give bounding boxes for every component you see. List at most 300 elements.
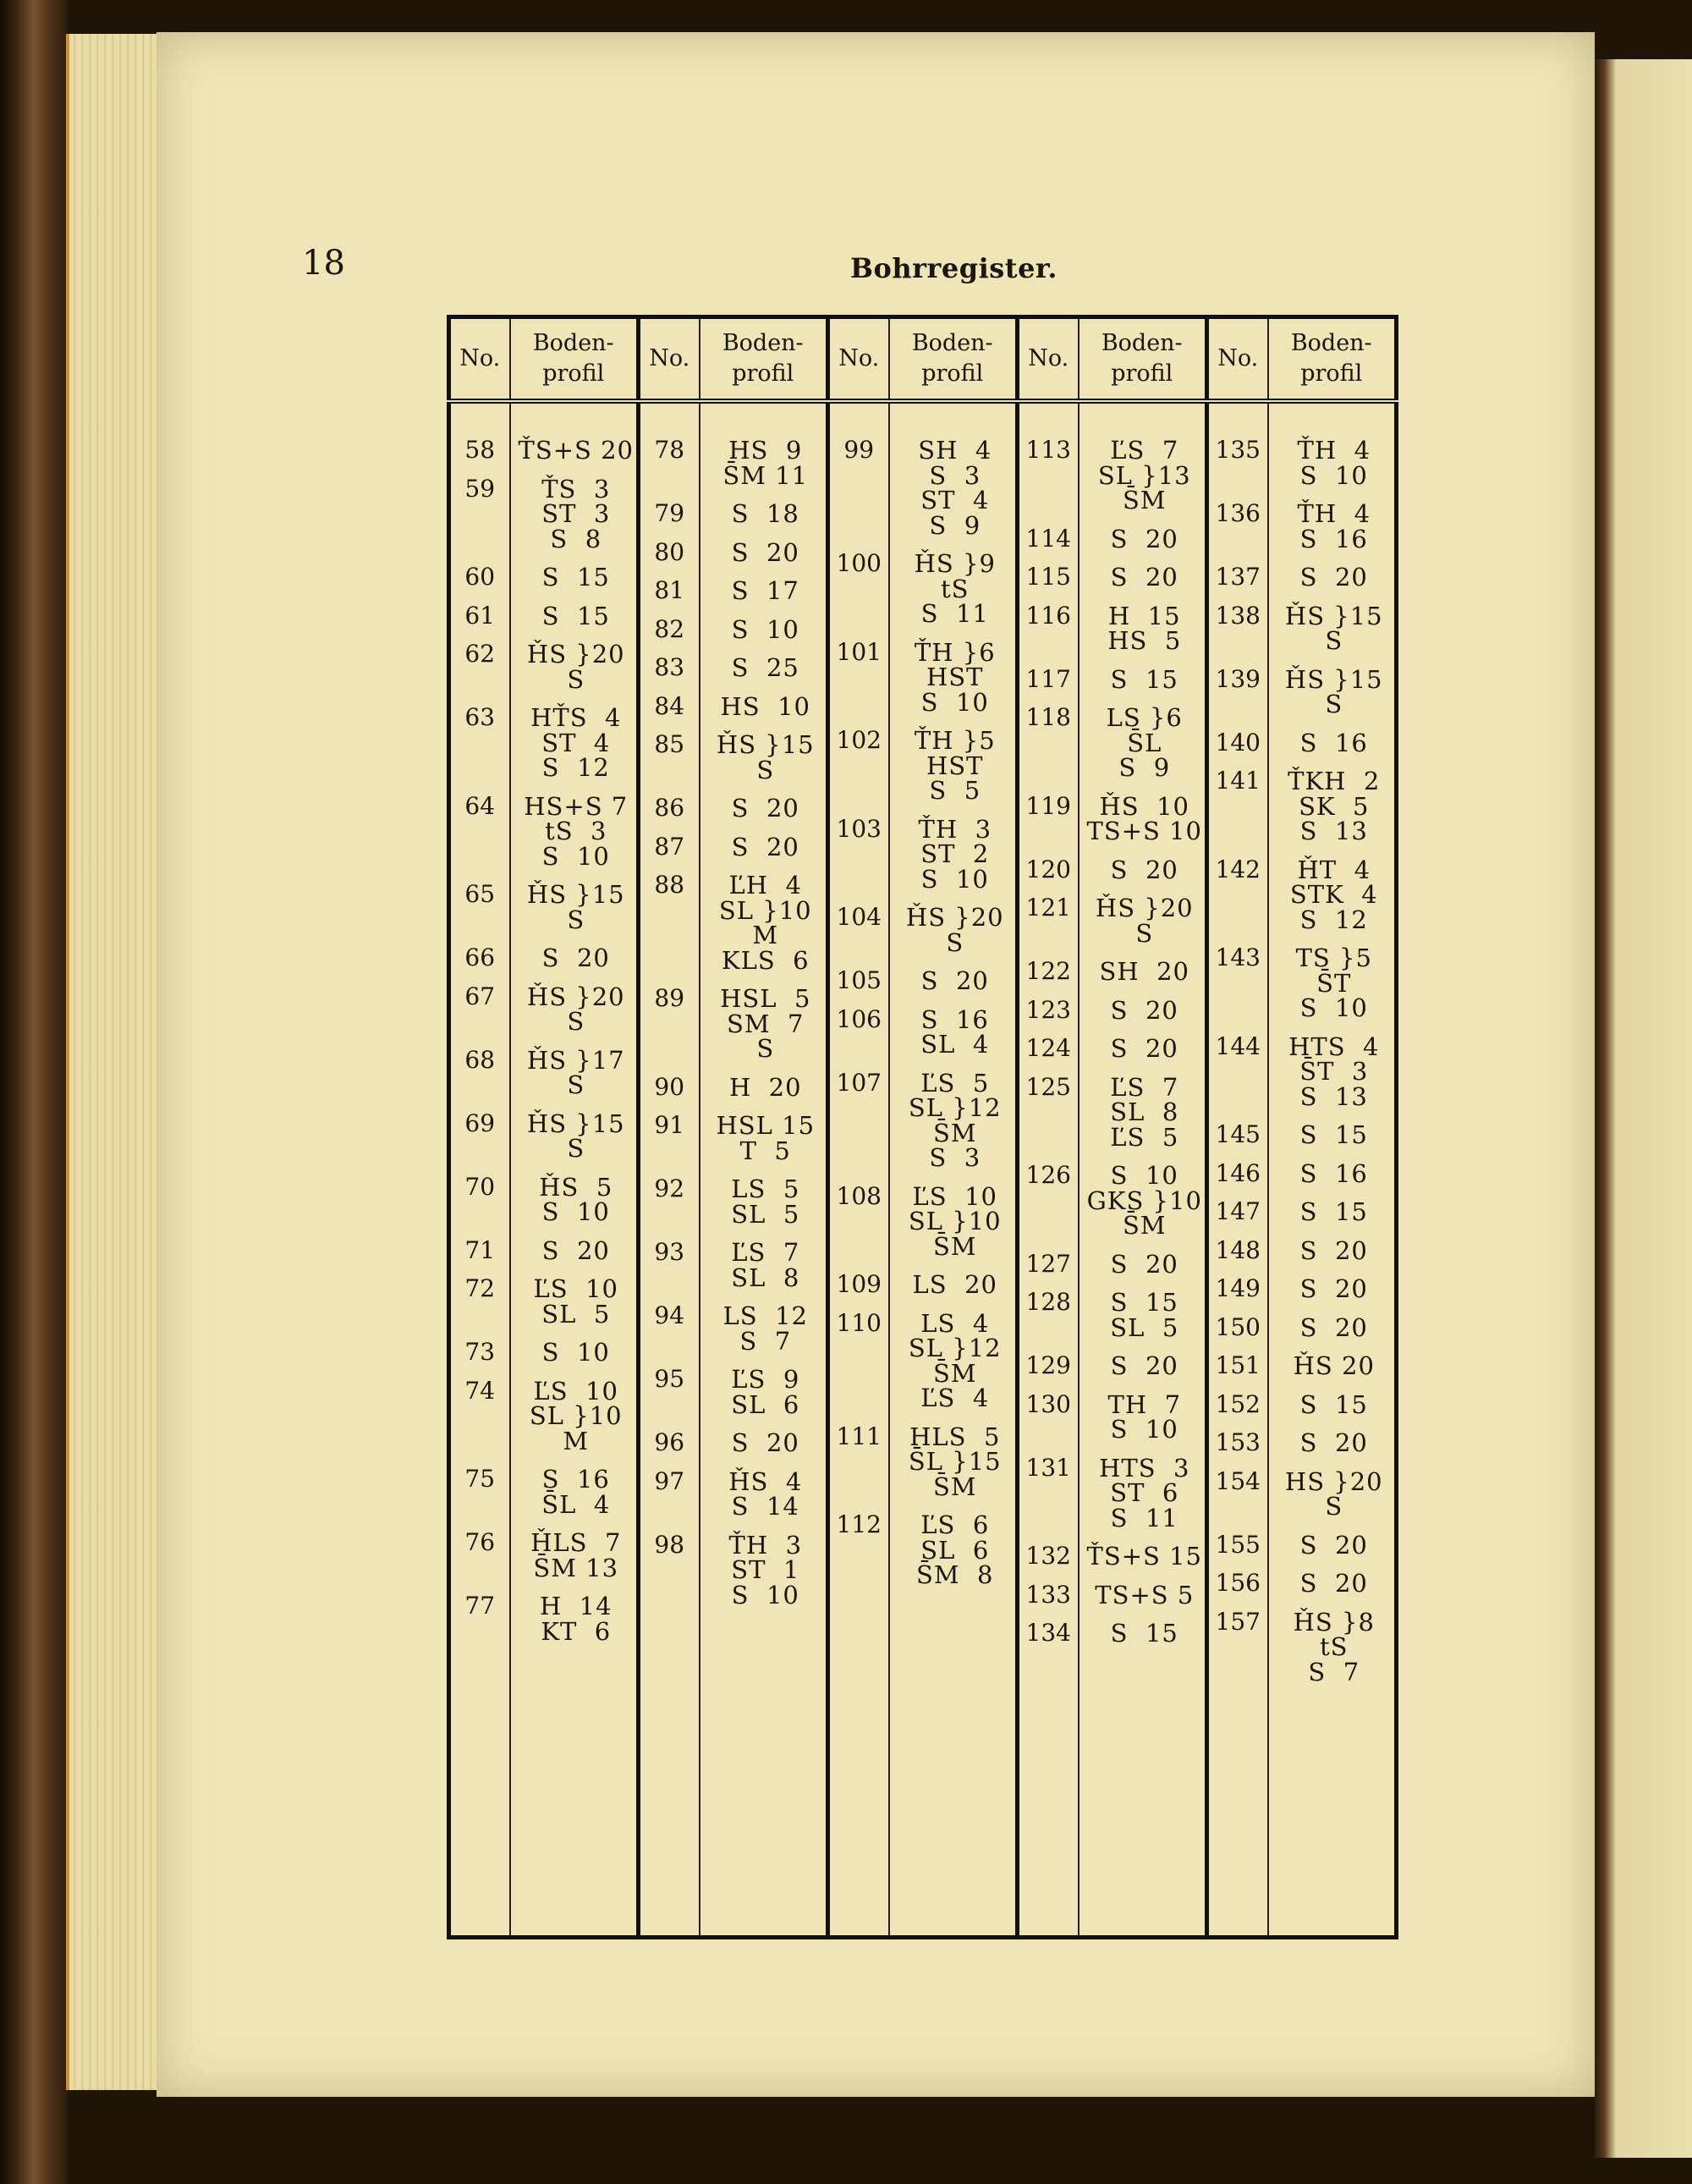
profil-line: tS <box>1320 1632 1349 1661</box>
profil-line: S 14 <box>731 1492 799 1521</box>
entry-number: 85 <box>654 730 685 758</box>
profil-line: HŤS 4 <box>530 703 622 732</box>
profil-line: ĽS 9 <box>731 1365 800 1394</box>
profil-line: ST 3 <box>541 499 611 528</box>
header-no: No. <box>639 317 700 402</box>
profil-line: LS 5 <box>731 1175 800 1203</box>
profil-line: S 20 <box>1110 563 1178 591</box>
entry-number: 76 <box>464 1528 496 1556</box>
entry-number: 132 <box>1025 1542 1071 1570</box>
profil-line: S 10 <box>1299 993 1368 1022</box>
profil-line: TS+S 5 <box>1095 1580 1195 1609</box>
profil-line: S̄T <box>1316 968 1352 998</box>
profil-line: S 10 <box>731 614 799 644</box>
entry-number: 72 <box>464 1274 496 1302</box>
header-profil-text: Boden- profil <box>1290 329 1372 387</box>
entry-number: 94 <box>654 1301 685 1329</box>
profil-line: S̄M <box>932 1231 977 1261</box>
profil-line: S 20 <box>1299 1569 1368 1598</box>
entry-number: 136 <box>1215 499 1261 527</box>
entry-number: 106 <box>836 1004 882 1033</box>
profil-line: SM 7 <box>727 1009 805 1038</box>
profil-line: SL 5 <box>731 1199 800 1229</box>
profil-line: ȞS }8 <box>1293 1607 1375 1637</box>
entry-number: 141 <box>1215 767 1261 795</box>
profil-line: ĽS 10 <box>533 1274 618 1303</box>
body-row <box>449 401 1397 1938</box>
profil-line: S 3 <box>929 460 981 490</box>
next-page-edge <box>1595 59 1692 2158</box>
profil-line: S 17 <box>731 576 799 605</box>
profil-line: ŤH 3 <box>728 1530 803 1560</box>
profil-column-1 <box>510 401 639 1938</box>
profil-line: SL 8 <box>1110 1098 1179 1126</box>
entry-number: 71 <box>464 1235 496 1264</box>
profil-line: SL 6 <box>731 1389 800 1419</box>
profil-line: S 20 <box>541 1235 610 1265</box>
profil-line: S 20 <box>1110 855 1178 884</box>
page-edges <box>66 34 162 2090</box>
entry-number: 99 <box>843 436 875 464</box>
profil-line: LS 20 <box>912 1270 997 1299</box>
entry-number: 131 <box>1025 1453 1071 1482</box>
profil-cell-5 <box>1269 436 1395 1908</box>
entry-number: 143 <box>1215 943 1261 971</box>
profil-line: S <box>1325 626 1343 655</box>
no-column-3 <box>828 401 889 1938</box>
entry-number: 60 <box>464 563 496 591</box>
entry-number: 152 <box>1215 1389 1261 1418</box>
header-profil-text: Boden- profil <box>722 329 804 387</box>
profil-cell-3 <box>890 436 1016 1908</box>
profil-line: ĽS 6 <box>920 1510 990 1539</box>
entry-number: 96 <box>654 1428 685 1456</box>
profil-line: ȞS }20 <box>1095 894 1194 922</box>
entry-number: 151 <box>1215 1351 1261 1379</box>
header-profil-text: Boden- profil <box>911 329 993 387</box>
no-cell-4 <box>1019 436 1078 1908</box>
profil-line: tS <box>941 574 970 603</box>
profil-line: ST 1 <box>731 1555 800 1584</box>
profil-line: ȞS }9 <box>914 549 996 578</box>
entry-number: 101 <box>836 637 882 666</box>
profil-line: S 15 <box>541 601 610 630</box>
profil-line: S̄M 13 <box>533 1553 619 1582</box>
entry-number: 144 <box>1215 1031 1261 1060</box>
profil-line: S 7 <box>739 1326 792 1356</box>
entry-number: 104 <box>836 903 882 931</box>
profil-line: STK 4 <box>1289 880 1378 909</box>
entry-number: 63 <box>464 703 496 731</box>
profil-line: S <box>567 1007 585 1036</box>
entry-number: 130 <box>1025 1389 1071 1418</box>
entry-number: 146 <box>1215 1158 1261 1187</box>
profil-line: SL }10 <box>718 895 812 925</box>
profil-line: HTS 3 <box>1099 1453 1190 1483</box>
entry-number: 108 <box>836 1181 882 1210</box>
entry-number: 66 <box>464 943 496 971</box>
profil-line: ĽH 4 <box>728 871 802 899</box>
header-no: No. <box>1207 317 1268 402</box>
profil-line: S 5 <box>929 776 981 805</box>
entry-number: 154 <box>1215 1466 1261 1495</box>
profil-line: S 10 <box>1110 1161 1178 1190</box>
entry-number: 107 <box>836 1068 882 1097</box>
entry-number: 64 <box>464 791 496 820</box>
entry-number: 147 <box>1215 1197 1261 1225</box>
profil-line: S̄L 4 <box>541 1489 611 1519</box>
profil-line: SL 4 <box>920 1030 990 1059</box>
entry-number: 73 <box>464 1338 496 1366</box>
profil-line: ĽS 7 <box>731 1238 800 1267</box>
entry-number: 62 <box>464 640 496 668</box>
header-bodenprofil <box>1079 317 1207 402</box>
profil-line: ĽS 10 <box>533 1376 618 1406</box>
header-bodenprofil <box>1268 317 1397 402</box>
profil-line: ȞT 4 <box>1297 855 1371 884</box>
entry-number: 61 <box>464 601 496 630</box>
profil-line: ȞS }15 <box>1284 664 1383 694</box>
profil-line: LS }6 <box>1106 703 1183 732</box>
entry-number: 86 <box>654 794 685 822</box>
profil-line: ȞS }15 <box>526 880 625 909</box>
entry-number: 142 <box>1215 855 1261 883</box>
profil-line: S 20 <box>1299 1530 1368 1560</box>
profil-line: S 16 <box>920 1004 989 1034</box>
entry-number: 82 <box>654 614 685 643</box>
entry-number: 124 <box>1025 1034 1071 1062</box>
profil-line: SK 5 <box>1299 791 1370 821</box>
profil-line: S <box>567 1070 585 1099</box>
profil-line: ȞS }20 <box>905 903 1004 932</box>
profil-line: ST 2 <box>920 839 990 868</box>
profil-line: S 15 <box>1299 1120 1368 1149</box>
profil-line: M <box>752 921 779 949</box>
entry-number: 79 <box>654 499 685 527</box>
header-no: No. <box>828 317 889 402</box>
profil-line: T 5 <box>739 1136 791 1165</box>
profil-line: ȞS 5 <box>539 1172 613 1202</box>
profil-line: S̄T 3 <box>1299 1057 1369 1086</box>
profil-line: SL }10 <box>529 1401 623 1430</box>
entry-number: 84 <box>654 691 685 720</box>
profil-line: S 20 <box>1110 524 1178 553</box>
entry-number: 91 <box>654 1111 685 1139</box>
profil-line: S 20 <box>1299 1274 1368 1303</box>
entry-number: 148 <box>1215 1235 1261 1264</box>
profil-line: S <box>567 1134 585 1163</box>
profil-line: ȞS }15 <box>716 730 815 759</box>
profil-line: TH 7 <box>1107 1389 1182 1419</box>
header-no: No. <box>449 317 510 402</box>
profil-line: S̄M <box>932 1118 977 1147</box>
profil-line: ŤH }5 <box>914 726 996 755</box>
entry-number: 118 <box>1025 703 1071 731</box>
entry-number: 89 <box>654 984 685 1012</box>
no-column-1 <box>449 401 510 1938</box>
profil-line: M <box>563 1426 590 1455</box>
profil-line: ȞS 20 <box>1293 1351 1375 1380</box>
profil-line: SL 5 <box>1110 1312 1179 1342</box>
profil-line: S 13 <box>1299 1081 1368 1111</box>
profil-line: S 7 <box>1308 1657 1360 1686</box>
entry-number: 153 <box>1215 1428 1261 1456</box>
profil-line: ŤS 3 <box>541 474 611 503</box>
entry-number: 87 <box>654 832 685 861</box>
profil-line: S 20 <box>1110 1249 1178 1279</box>
profil-line: S 20 <box>1299 1312 1368 1342</box>
entry-number: 92 <box>654 1175 685 1202</box>
entry-number: 137 <box>1215 563 1261 591</box>
no-cell-5 <box>1209 436 1267 1908</box>
profil-line: ĽS 5 <box>920 1068 990 1098</box>
profil-line: ŤH 3 <box>918 814 992 844</box>
profil-line: HSL 5 <box>720 984 811 1013</box>
entry-number: 78 <box>654 436 685 464</box>
profil-line: S <box>946 927 964 957</box>
profil-line: S 20 <box>731 1428 799 1457</box>
profil-line: S 16 <box>1299 1158 1368 1188</box>
profil-line: S 15 <box>1110 1288 1178 1317</box>
profil-line: ȞS }20 <box>526 640 625 668</box>
profil-line: S̄M 8 <box>916 1560 994 1589</box>
profil-line: HS 5 <box>1107 626 1182 655</box>
profil-line: S 10 <box>920 864 989 894</box>
profil-line: S 20 <box>1110 995 1178 1025</box>
profil-line: H 15 <box>1107 601 1181 630</box>
profil-line: S 11 <box>1110 1503 1178 1532</box>
entry-number: 150 <box>1215 1312 1261 1341</box>
profil-line: S <box>756 1034 775 1063</box>
entry-number: 127 <box>1025 1249 1071 1278</box>
profil-line: HS 9 <box>728 436 803 465</box>
profil-line: S 15 <box>1110 1619 1178 1648</box>
profil-line: ȞS 4 <box>728 1466 803 1496</box>
profil-line: S <box>1325 690 1343 718</box>
profil-cell-1 <box>511 436 637 1908</box>
profil-column-5 <box>1268 401 1397 1938</box>
entry-number: 114 <box>1025 524 1071 553</box>
entry-number: 69 <box>464 1109 496 1137</box>
profil-line: ĽS 5 <box>1110 1122 1179 1152</box>
profil-line: SL }12 <box>908 1093 1002 1122</box>
header-bodenprofil <box>510 317 639 402</box>
profil-line: S 8 <box>550 524 602 553</box>
profil-line: S 9 <box>1118 753 1171 782</box>
header-profil-text: Boden- profil <box>532 329 614 387</box>
profil-line: S 3 <box>929 1143 981 1172</box>
running-title: Bohrregister. <box>850 252 1058 284</box>
profil-line: ĽS 4 <box>920 1384 990 1412</box>
profil-line: S̄M <box>932 1472 977 1501</box>
entry-number: 102 <box>836 726 882 754</box>
entry-number: 134 <box>1025 1619 1071 1647</box>
profil-line: S 10 <box>1299 460 1368 490</box>
entry-number: 93 <box>654 1238 685 1266</box>
no-cell-2 <box>640 436 699 1908</box>
profil-line: ȞS }17 <box>526 1045 625 1075</box>
profil-line: S 12 <box>1299 905 1368 934</box>
header-profil-text: Boden- profil <box>1101 329 1183 387</box>
profil-line: ŤS+S 15 <box>1086 1542 1203 1571</box>
profil-line: HST <box>926 663 984 691</box>
profil-line: SL }13 <box>1097 460 1191 490</box>
no-cell-1 <box>451 436 509 1908</box>
entry-number: 125 <box>1025 1072 1071 1101</box>
profil-line: ȞS }15 <box>526 1109 625 1138</box>
profil-line: S 15 <box>1110 664 1178 694</box>
profil-line: SL }10 <box>908 1207 1002 1235</box>
profil-line: HLS 5 <box>909 1422 1001 1451</box>
profil-line: S 10 <box>541 1197 610 1226</box>
profil-line: H 20 <box>728 1072 802 1102</box>
profil-line: S̄M <box>1122 486 1167 514</box>
entry-number: 83 <box>654 653 685 681</box>
profil-line: S 20 <box>920 966 989 995</box>
entry-number: 67 <box>464 982 496 1010</box>
profil-line: HS+S 7 <box>524 791 629 821</box>
profil-line: S 20 <box>1110 1351 1178 1380</box>
entry-number: 77 <box>464 1592 496 1620</box>
entry-number: 121 <box>1025 894 1071 921</box>
entry-number: 90 <box>654 1072 685 1101</box>
entry-number: 139 <box>1215 664 1261 693</box>
profil-line: ĽS 7 <box>1110 1072 1179 1102</box>
profil-line: S <box>567 664 585 694</box>
profil-column-3 <box>889 401 1018 1938</box>
entry-number: 155 <box>1215 1530 1261 1559</box>
profil-line: S 20 <box>1110 1034 1178 1063</box>
profil-line: S̄M <box>932 1358 977 1388</box>
profil-line: ŤH 4 <box>1297 499 1371 528</box>
entry-number: 110 <box>836 1308 882 1337</box>
header-row <box>449 317 1397 402</box>
no-column-5 <box>1207 401 1268 1938</box>
profil-line: SL 8 <box>731 1263 800 1292</box>
profil-line: S 10 <box>541 841 610 871</box>
profil-line: SH 4 <box>918 436 992 465</box>
entry-number: 156 <box>1215 1569 1261 1597</box>
profil-line: S 20 <box>731 832 799 861</box>
profil-line: S <box>1135 918 1154 948</box>
profil-line: HSL 15 <box>716 1111 816 1140</box>
entry-number: 100 <box>836 549 882 577</box>
profil-line: HST <box>926 751 984 780</box>
profil-line: S 20 <box>731 537 799 567</box>
profil-line: ST 4 <box>920 486 990 514</box>
profil-line: S 11 <box>920 599 989 628</box>
profil-line: S̄M <box>1122 1211 1167 1240</box>
profil-line: GKS }10 <box>1086 1186 1202 1215</box>
header-bodenprofil <box>700 317 828 402</box>
entry-number: 70 <box>464 1172 496 1201</box>
entry-number: 145 <box>1215 1120 1261 1148</box>
profil-line: S 20 <box>731 794 799 822</box>
profil-line: S 13 <box>1299 817 1368 845</box>
profil-line: tS 3 <box>545 817 607 845</box>
profil-line: ĽS 10 <box>912 1181 997 1211</box>
profil-line: ŤH }6 <box>914 637 996 667</box>
entry-number: 97 <box>654 1466 685 1495</box>
entry-number: 98 <box>654 1530 685 1559</box>
profil-line: S <box>567 905 585 934</box>
header-bodenprofil <box>889 317 1018 402</box>
profil-line: SL 6 <box>920 1535 990 1565</box>
entry-number: 109 <box>836 1270 882 1298</box>
profil-line: HTS 4 <box>1288 1031 1380 1061</box>
entry-number: 122 <box>1025 957 1071 985</box>
profil-line: S 20 <box>1299 1428 1368 1457</box>
profil-line: TS+S 10 <box>1086 817 1203 845</box>
profil-line: S 20 <box>541 943 610 972</box>
bohrregister-table <box>447 315 1398 1939</box>
entry-number: 120 <box>1025 855 1071 883</box>
profil-line: KLS 6 <box>721 945 810 975</box>
entry-number: 138 <box>1215 601 1261 630</box>
profil-line: S 25 <box>731 653 799 682</box>
profil-line: S 10 <box>541 1338 610 1367</box>
profil-line: H 14 <box>539 1592 613 1620</box>
profil-line: S 16 <box>1299 728 1368 757</box>
entry-number: 117 <box>1025 664 1071 693</box>
profil-line: HS 10 <box>720 691 811 721</box>
profil-line: LS 12 <box>722 1301 808 1330</box>
entry-number: 68 <box>464 1045 496 1074</box>
profil-line: LS 4 <box>920 1308 990 1338</box>
profil-line: ȞLS 7 <box>530 1528 622 1557</box>
entry-number: 140 <box>1215 728 1261 756</box>
profil-line: S̄M 11 <box>722 460 809 490</box>
entry-number: 81 <box>654 576 685 604</box>
book-spine <box>0 0 68 2184</box>
profil-line: ȞS }20 <box>526 982 625 1011</box>
entry-number: 135 <box>1215 436 1261 464</box>
profil-line: ȞS 10 <box>1099 791 1190 821</box>
profil-line: ST 4 <box>541 728 611 757</box>
profil-line: S 15 <box>1299 1197 1368 1226</box>
profil-cell-2 <box>700 436 827 1908</box>
profil-line: S 15 <box>1299 1389 1368 1419</box>
entry-number: 133 <box>1025 1580 1071 1609</box>
profil-line: SH 20 <box>1099 957 1190 986</box>
page-number: 18 <box>302 244 345 283</box>
profil-line: SL }12 <box>908 1334 1002 1362</box>
profil-line: S 20 <box>1299 563 1368 591</box>
entry-number: 116 <box>1025 601 1071 630</box>
entry-number: 95 <box>654 1365 685 1393</box>
profil-line: S <box>1325 1492 1343 1521</box>
profil-line: ŤH 4 <box>1297 436 1371 465</box>
entry-number: 112 <box>836 1510 882 1538</box>
profil-line: ĽS 7 <box>1110 436 1179 465</box>
profil-line: S 10 <box>1110 1415 1178 1444</box>
entry-number: 75 <box>464 1465 496 1493</box>
profil-line: S 20 <box>1299 1235 1368 1265</box>
profil-column-2 <box>700 401 828 1938</box>
no-cell-3 <box>830 436 888 1908</box>
entry-number: 80 <box>654 537 685 566</box>
profil-line: S 9 <box>929 510 981 540</box>
profil-line: S 16 <box>1299 524 1368 553</box>
profil-line: ȞS }15 <box>1284 601 1383 630</box>
header-no: No. <box>1018 317 1079 402</box>
entry-number: 88 <box>654 871 685 899</box>
profil-column-4 <box>1079 401 1207 1938</box>
entry-number: 126 <box>1025 1161 1071 1189</box>
entry-number: 111 <box>836 1422 882 1450</box>
profil-line: S 12 <box>541 753 610 782</box>
profil-line: S 10 <box>731 1580 799 1609</box>
